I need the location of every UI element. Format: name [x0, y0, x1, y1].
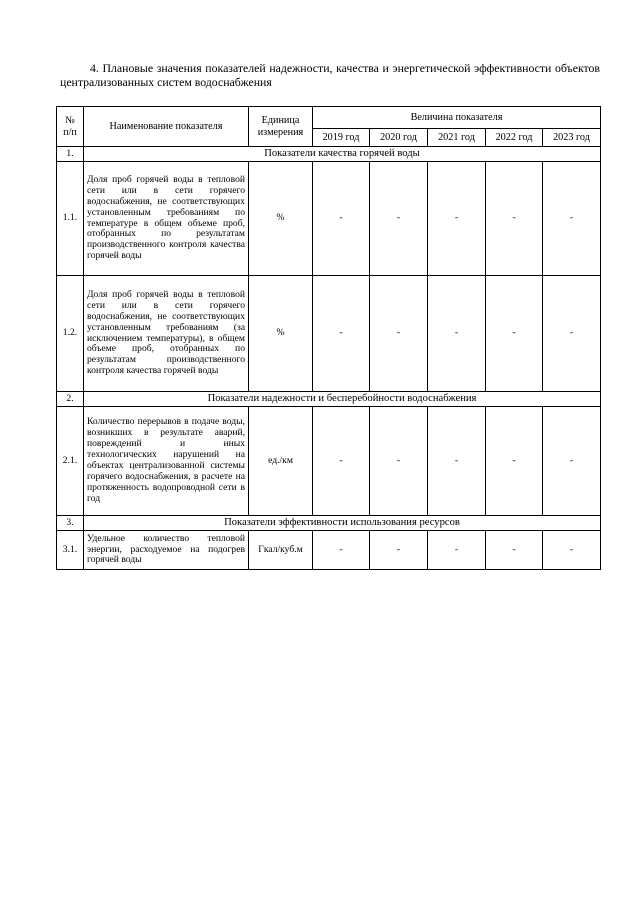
row-value: - — [543, 162, 601, 276]
section-title: Показатели эффективности использования ресурсов — [84, 516, 601, 531]
col-header-year: 2022 год — [486, 129, 543, 147]
row-value: - — [370, 407, 428, 516]
section-title: Показатели качества горячей воды — [84, 147, 601, 162]
row-value: - — [428, 531, 486, 570]
section-row — [57, 392, 601, 407]
row-num: 1.2. — [57, 276, 84, 392]
row-indicator-name: Количество перерывов в подаче воды, возникших в результате аварий, повреждений и иных технологических нарушений на объектах централизованной системы горячего водоснабжения, в расчете на протяженность водопроводной сети в год — [84, 407, 249, 516]
row-num: 2.1. — [57, 407, 84, 516]
row-value: - — [543, 531, 601, 570]
row-value: - — [486, 162, 543, 276]
section-num: 3. — [57, 516, 84, 531]
col-header-year: 2020 год — [370, 129, 428, 147]
row-num: 3.1. — [57, 531, 84, 570]
col-header-year: 2021 год — [428, 129, 486, 147]
col-header-unit: Единица измерения — [249, 107, 313, 147]
row-value: - — [543, 276, 601, 392]
row-value: - — [313, 407, 370, 516]
row-indicator-name: Удельное количество тепловой энергии, расходуемое на подогрев горячей воды — [84, 531, 249, 570]
table-row — [57, 276, 601, 392]
row-value: - — [370, 162, 428, 276]
section-row — [57, 147, 601, 162]
row-unit: Гкал/куб.м — [249, 531, 313, 570]
row-value: - — [370, 531, 428, 570]
section-num: 1. — [57, 147, 84, 162]
row-value: - — [428, 276, 486, 392]
row-indicator-name: Доля проб горячей воды в тепловой сети или в сети горячего водоснабжения, не соответствующих установленным требованиям по температуре в общем объеме проб, отобранных по результатам производственного контроля качества горячей воды — [84, 162, 249, 276]
row-value: - — [428, 162, 486, 276]
section-title: Показатели надежности и бесперебойности водоснабжения — [84, 392, 601, 407]
row-value: - — [486, 531, 543, 570]
row-value: - — [313, 276, 370, 392]
row-num: 1.1. — [57, 162, 84, 276]
table-row — [57, 531, 601, 570]
table-row — [57, 407, 601, 516]
row-unit: ед./км — [249, 407, 313, 516]
table-header-row — [57, 107, 601, 129]
row-unit: % — [249, 162, 313, 276]
table-row — [57, 162, 601, 276]
col-header-value-group: Величина показателя — [313, 107, 601, 129]
row-value: - — [370, 276, 428, 392]
row-value: - — [486, 276, 543, 392]
row-unit: % — [249, 276, 313, 392]
row-value: - — [543, 407, 601, 516]
section-num: 2. — [57, 392, 84, 407]
row-value: - — [313, 531, 370, 570]
row-value: - — [486, 407, 543, 516]
row-value: - — [313, 162, 370, 276]
page-title: 4. Плановые значения показателей надежности, качества и энергетической эффективности объектов централизованных систем водоснабжения — [60, 61, 600, 89]
section-row — [57, 516, 601, 531]
row-indicator-name: Доля проб горячей воды в тепловой сети или в сети горячего водоснабжения, не соответствующих установленным требованиям (за исключением температуры), в общем объеме проб, отобранных по результатам производственного контроля качества горячей воды — [84, 276, 249, 392]
col-header-year: 2019 год — [313, 129, 370, 147]
col-header-num: № п/п — [57, 107, 84, 147]
row-value: - — [428, 407, 486, 516]
indicators-table — [56, 106, 601, 570]
col-header-year: 2023 год — [543, 129, 601, 147]
col-header-name: Наименование показателя — [84, 107, 249, 147]
